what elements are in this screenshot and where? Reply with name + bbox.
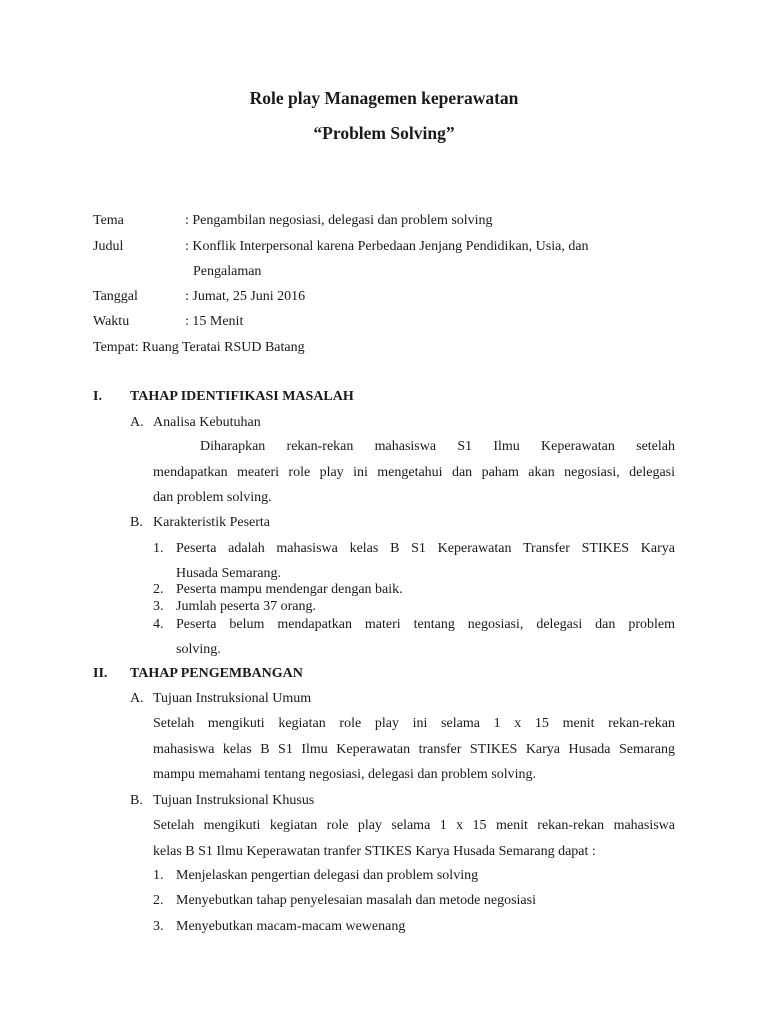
section-2-a-para-line-2: mahasiswa kelas B S1 Ilmu Keperawatan transfer STIKES Karya Husada Semarang: [153, 742, 675, 757]
section-1-a-title: Analisa Kebutuhan: [153, 415, 261, 430]
list-item-number: 1.: [153, 868, 164, 883]
tema-label: Tema: [93, 213, 124, 228]
section-2-b-para-line-1: Setelah mengikuti kegiatan role play selama 1 x 15 menit rekan-rekan mahasiswa: [153, 818, 675, 833]
list-item-text: Jumlah peserta 37 orang.: [176, 599, 316, 614]
waktu-label: Waktu: [93, 314, 130, 329]
section-2-a-para-line-1: Setelah mengikuti kegiatan role play ini selama 1 x 15 menit rekan-rekan: [153, 716, 675, 731]
section-1-a-para-line-1: Diharapkan rekan-rekan mahasiswa S1 Ilmu Keperawatan setelah: [200, 439, 675, 454]
section-1-number: I.: [93, 389, 102, 404]
section-2-heading: TAHAP PENGEMBANGAN: [130, 666, 303, 681]
list-item-number: 3.: [153, 919, 164, 934]
section-2-a-title: Tujuan Instruksional Umum: [153, 691, 312, 706]
list-item-number: 3.: [153, 599, 164, 614]
list-item-number: 4.: [153, 617, 164, 632]
tanggal-label: Tanggal: [93, 289, 138, 304]
tema-value: : Pengambilan negosiasi, delegasi dan problem solving: [185, 213, 493, 228]
section-1-b-marker: B.: [130, 515, 143, 530]
list-item-number: 2.: [153, 893, 164, 908]
section-1-a-marker: A.: [130, 415, 144, 430]
list-item-text: Menyebutkan tahap penyelesaian masalah dan metode negosiasi: [176, 893, 536, 908]
section-2-b-marker: B.: [130, 793, 143, 808]
tanggal-value: : Jumat, 25 Juni 2016: [185, 289, 306, 304]
judul-label: Judul: [93, 239, 124, 254]
list-item-number: 2.: [153, 582, 164, 597]
list-item-text: Peserta mampu mendengar dengan baik.: [176, 582, 403, 597]
section-1-a-para-line-2: mendapatkan meateri role play ini mengetahui dan paham akan negosiasi, delegasi: [153, 465, 675, 480]
section-2-number: II.: [93, 666, 108, 681]
title-line-2: “Problem Solving”: [313, 123, 455, 143]
section-2-a-para-line-3: mampu memahami tentang negosiasi, delegasi dan problem solving.: [153, 767, 536, 782]
judul-value-line-2: Pengalaman: [193, 264, 262, 279]
list-item-text: Menyebutkan macam-macam wewenang: [176, 919, 406, 934]
section-1-b-title: Karakteristik Peserta: [153, 515, 271, 530]
section-1-a-para-line-3: dan problem solving.: [153, 490, 272, 505]
section-2-b-para-line-2: kelas B S1 Ilmu Keperawatan tranfer STIKES Karya Husada Semarang dapat :: [153, 844, 596, 859]
list-item-text-continued: Husada Semarang.: [176, 566, 281, 581]
section-1-heading: TAHAP IDENTIFIKASI MASALAH: [130, 389, 354, 404]
waktu-value: : 15 Menit: [185, 314, 244, 329]
title-line-1: Role play Managemen keperawatan: [249, 88, 519, 108]
list-item-number: 1.: [153, 541, 164, 556]
tempat-line: Tempat: Ruang Teratai RSUD Batang: [93, 340, 305, 355]
judul-value-line-1: : Konflik Interpersonal karena Perbedaan Jenjang Pendidikan, Usia, dan: [185, 239, 589, 254]
list-item-text: Peserta adalah mahasiswa kelas B S1 Keperawatan Transfer STIKES Karya: [176, 541, 675, 556]
list-item-text: Menjelaskan pengertian delegasi dan problem solving: [176, 868, 479, 883]
list-item-text: Peserta belum mendapatkan materi tentang negosiasi, delegasi dan problem: [176, 617, 675, 632]
list-item-text-continued: solving.: [176, 642, 221, 657]
section-2-b-title: Tujuan Instruksional Khusus: [153, 793, 315, 808]
section-2-a-marker: A.: [130, 691, 144, 706]
